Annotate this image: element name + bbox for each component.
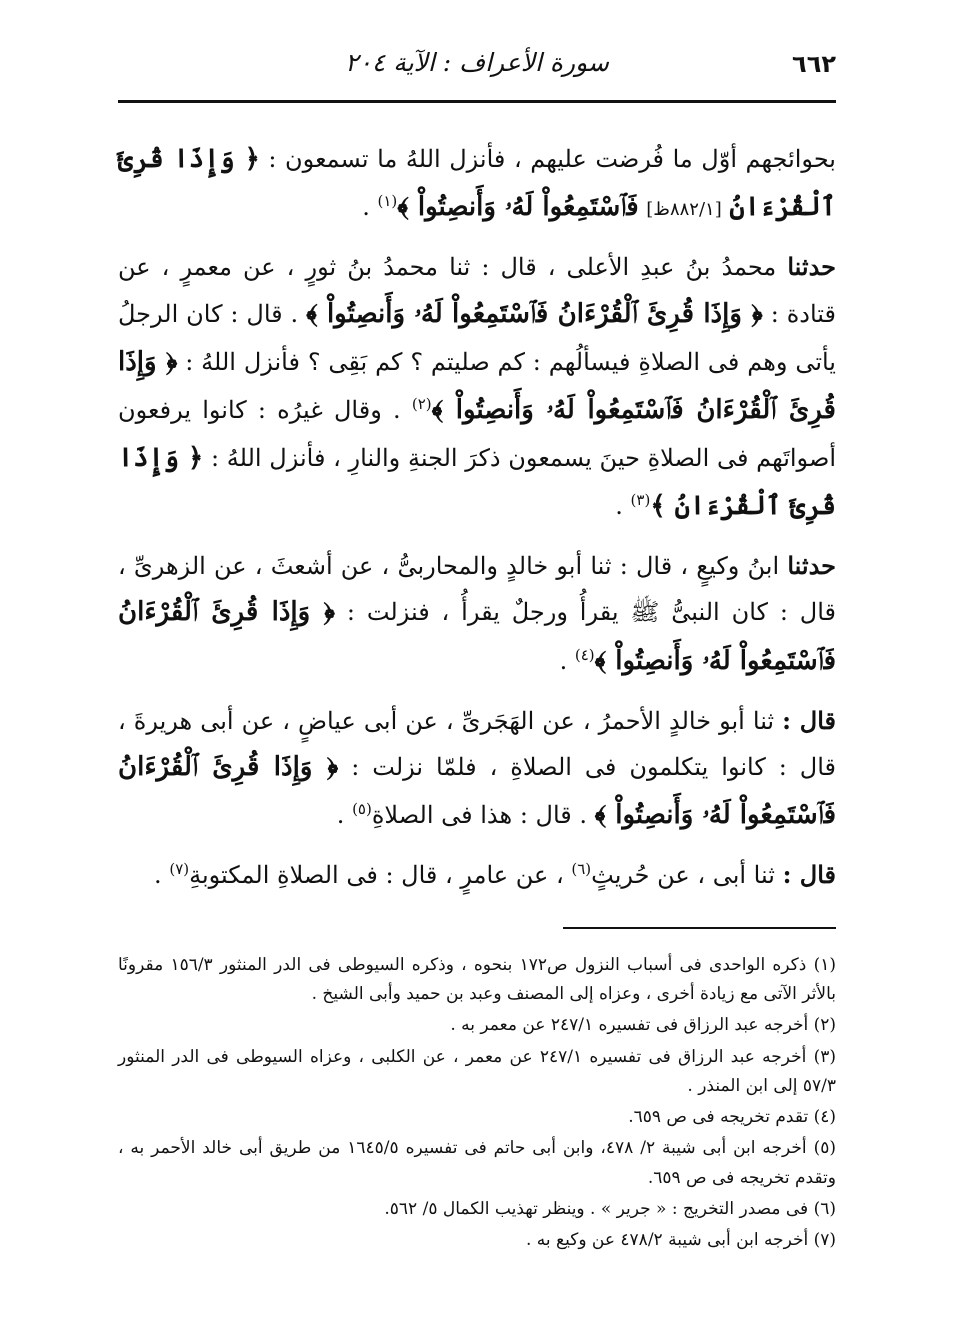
header-rule <box>118 100 836 103</box>
page-header <box>118 42 836 94</box>
quran-verse: فَٱسْتَمِعُواْ لَهُۥ وَأَنصِتُواْ ﴾ <box>397 192 639 223</box>
text: ثنا أبو خالدٍ الأحمرُ ، عن الهَجَرىِّ ، عن أبى عياضٍ ، عن أبى هريرةَ ، قال : كانوا يتكلمون فى الصلاةِ ، فلمّا نزلت : <box>118 706 836 782</box>
footnote-marker: (٤) <box>574 645 595 664</box>
isnad-lead: حدثنا <box>787 551 836 581</box>
text: بحوائجهم أوّل ما فُرضت عليهم ، فأنزل اللهُ ما تسمعون : <box>268 145 836 173</box>
footnote-6: (٦) فى مصدر التخريج : « جرير » . وينظر تهذيب الكمال ٥/ ٥٦٢. <box>384 1198 836 1219</box>
paragraph-2 <box>118 245 836 530</box>
quran-verse: ﴿ وَإِذَا قُرِئَ ٱلْقُرْءَانُ فَٱسْتَمِعُواْ لَهُۥ وَأَنصِتُواْ ﴾ <box>118 346 836 425</box>
text: . <box>154 861 162 890</box>
footnote-2: (٢) أخرجه عبد الرزاق فى تفسيره ٢٤٧/١ عن معمر به . <box>450 1015 836 1036</box>
text: . <box>362 193 370 222</box>
footnotes <box>118 951 836 1257</box>
footnote-1: (١) ذكره الواحدى فى أسباب النزول ص١٧٢ بنحوه ، وذكره السيوطى فى الدر المنثور ١٥٦/٣ مقرونًا بالأثر الآتى مع زيادة أخرى ، وعزاه إلى المصنف وعبد بن حميد وأبى الشيخ . <box>118 955 836 1005</box>
text: . وقال غيرُه : كانوا يرفعون أصواتَهم فى الصلاةِ حينَ يسمعون ذكرَ الجنةِ والنارِ ، فأنزل اللهُ : <box>118 395 836 472</box>
manuscript-marker: [٨٨٢/١ظ] <box>646 199 722 221</box>
footnote-marker: (٧) <box>169 860 190 879</box>
footnote-marker: (١) <box>377 192 398 211</box>
isnad-lead: حدثنا <box>787 252 836 282</box>
text: ثنا أبى ، عن حُريثٍ <box>591 861 775 890</box>
quran-verse: ﴿ وَإِذَا قُرِئَ ٱلْقُرْءَانُ ﴾ <box>118 442 836 521</box>
footnote-marker: (٦) <box>571 860 592 879</box>
running-title: سورة الأعراف : الآية ٢٠٤ <box>345 48 609 77</box>
footnote-rule <box>563 927 836 929</box>
text: ، عن عامرٍ ، قال : فى الصلاةِ المكتوبةِ <box>189 861 564 890</box>
footnote-marker: (٥) <box>352 800 372 819</box>
paragraph-1 <box>118 135 836 231</box>
quran-verse: ﴿ وَإِذَا قُرِئَ ٱلْقُرْءَانُ <box>118 144 836 223</box>
text: ابنُ وكيعٍ ، قال : ثنا أبو خالدٍ والمحاربىُّ ، عن أشعثَ ، عن الزهرىِّ ، قال : كان النبىُّ ﷺ يقرأُ ورجلٌ يقرأُ ، فنزلت : <box>118 552 836 627</box>
quran-verse: ﴿ وَإِذَا قُرِئَ ٱلْقُرْءَانُ فَٱسْتَمِعُواْ لَهُۥ وَأَنصِتُواْ ﴾ <box>118 752 836 831</box>
isnad-lead: قال : <box>782 705 836 735</box>
main-text <box>118 135 836 912</box>
footnote-4: (٤) تقدم تخريجه فى ص ٦٥٩. <box>628 1107 836 1128</box>
footnote-7: (٧) أخرجه ابن أبى شيبة ٤٧٨/٢ عن وكيع به . <box>525 1230 836 1251</box>
text: . قال : كان الرجلُ يأتى وهم فى الصلاةِ فيسألُهم : كم صليتم ؟ كم بَقِى ؟ فأنزل اللهُ : <box>118 299 836 376</box>
footnote-marker: (٢) <box>411 394 432 413</box>
paragraph-4 <box>118 699 836 840</box>
footnote-3: (٣) أخرجه عبد الرزاق فى تفسيره ٢٤٧/١ عن معمر ، عن الكلبى ، وعزاه السيوطى فى الدر المنثور ٥٧/٣ إلى ابن المنذر . <box>118 1046 836 1096</box>
page-number: ٦٦٢ <box>792 50 836 78</box>
text: . <box>336 801 345 830</box>
footnote-marker: (٣) <box>630 490 651 509</box>
quran-verse: ﴿ وَإِذَا قُرِئَ ٱلْقُرْءَانُ فَٱسْتَمِعُواْ لَهُۥ وَأَنصِتُواْ ﴾ <box>306 298 763 329</box>
paragraph-3 <box>118 544 836 685</box>
paragraph-5 <box>118 853 836 897</box>
footnote-5: (٥) أخرجه ابن أبى شيبة ٢/ ٤٧٨، وابن أبى حاتم فى تفسيره ١٦٤٥/٥ من طريق أبى خالد الأحمر به ، وتقدم تخريجه فى ص ٦٥٩. <box>118 1138 836 1188</box>
text: . <box>615 491 623 520</box>
text: . قال : هذا فى الصلاةِ <box>371 801 588 830</box>
text: محمدُ بنُ عبدِ الأعلى ، قال : ثنا محمدُ بنُ ثورٍ ، عن معمرٍ ، عن قتادة : <box>118 253 836 328</box>
text: . <box>559 646 568 675</box>
isnad-lead: قال : <box>782 860 836 890</box>
quran-verse: ﴿ وَإِذَا قُرِئَ ٱلْقُرْءَانُ فَٱسْتَمِعُواْ لَهُۥ وَأَنصِتُواْ ﴾ <box>118 597 836 676</box>
